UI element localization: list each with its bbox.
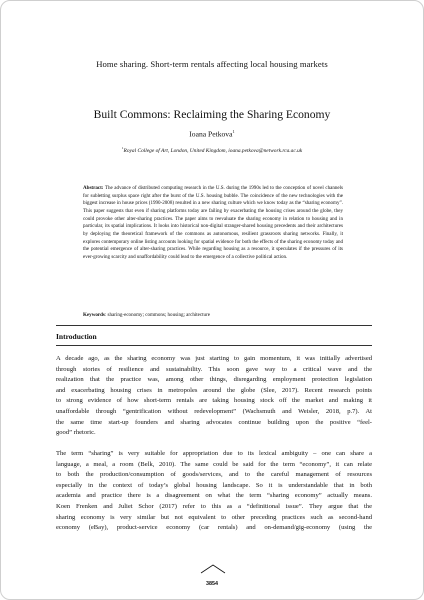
abstract-text: The advance of distributed computing research in the U.S. during the 1990s led to the conception of novel channels for subletting surplus space right after the burst of the U.S. housing bubble. The coincidence of the new technologies with the biggest increase in house prices (1990-2008) resulted in a new sharing culture which we know today as the “sharing economy”. This paper suggests that even if sharing platforms today are failing by exacerbating the housing crises around the globe, they could provoke other alter-sharing practices. The paper aims to reevaluate the sharing economy in relation to housing and in particular, its spatial implications. It looks into historical non-digital stranger-shared housing precedents and their architectures by deploying the theoretical framework of the commons as autonomous, resilient grassroots sharing networks. Finally, it explores contemporary online listing accounts looking for spatial evidence for both the effects of the sharing economy today and the potential emergence of alter-sharing practices. While regarding housing as a resource, it speculates if the pressures of its ever-growing scarcity and unaffordability could lead to the emergence of a collective political action. [83,185,344,260]
paragraph-line: The term “sharing” is very suitable for appropriation due to its lexical ambiguity – one can share a [56,450,372,457]
paragraph-line: sharing economy is very similar but not equivalent to other preceding practices such as second-hand [56,513,372,521]
introduction-paragraph-2 [56,449,372,534]
paper-title: Built Commons: Reclaiming the Sharing Economy [93,108,331,121]
affiliation-marker: 1 [121,146,124,150]
paragraph-line: to both the production/consumption of goods/services, and to the careful management of resources [56,471,372,479]
paragraph-line: realization that the practice was, among other things, disregarding employment protection legislation [56,376,372,384]
section-heading-introduction: Introduction [56,332,97,341]
paragraph-line: through stories of resilience and sustainability. This soon gave way to a critical wave and the [56,365,372,373]
paragraph-line: Koen Frenken and Juliet Schor (2017) refer to this as a “definitional issue”. They argue that the [56,502,372,510]
introduction-paragraph-1 [56,354,372,439]
author-name: Ioana Petkova [189,129,233,139]
paragraph-line: especially in the context of today’s global housing landscape. So it is understandable that in both [56,481,372,489]
paragraph-line: academia and practice there is a disagreement on what the term “sharing economy” actually means. [56,492,372,500]
author-affiliation-marker: 1 [232,129,235,134]
page-number-ornament [199,563,227,576]
paragraph-line: good” rhetoric. [56,429,96,437]
keywords-label: Keywords [83,312,105,318]
paragraph-line: to strong evidence of how short-term rentals are taking housing stock off the market and making it [56,397,372,405]
paragraph-line: A decade ago, as the sharing economy was just starting to gain momentum, it was initially advertised [56,355,372,362]
affiliation-line [1,146,423,154]
running-header: Home sharing. Short-term rentals affecting local housing markets [96,59,328,69]
keywords-text: : sharing-economy; commons; housing; architecture [104,312,210,318]
page-number: 3854 [206,581,218,587]
author-line [1,129,423,139]
abstract [83,185,343,262]
section-rule-bottom [56,345,372,346]
paragraph-line: and exacerbating housing crises in metropoles around the globe (Slee, 2017). Recent research points [56,386,372,394]
keywords [83,312,343,319]
paragraph-line: economy (eBay), product-service economy (car rentals) and on-demand/gig-economy (using the [56,524,372,532]
abstract-label: Abstract: [83,185,104,191]
paragraph-line: unaffordable through “gentrification without redevelopment” (Wachsmuth and Weisler, 2018, p.7). At [56,407,372,415]
section-rule-top [56,325,372,326]
affiliation-text: Royal College of Art, London, United Kingdom, ioana.petkova@network.rca.ac.uk [123,147,303,154]
paragraph-line: the same time start-up founders and sharing advocates continue building upon the positive “feel- [56,418,372,426]
paragraph-line: language, a meal, a room (Belk, 2010). The same could be said for the term “economy”, it can relate [56,460,372,468]
